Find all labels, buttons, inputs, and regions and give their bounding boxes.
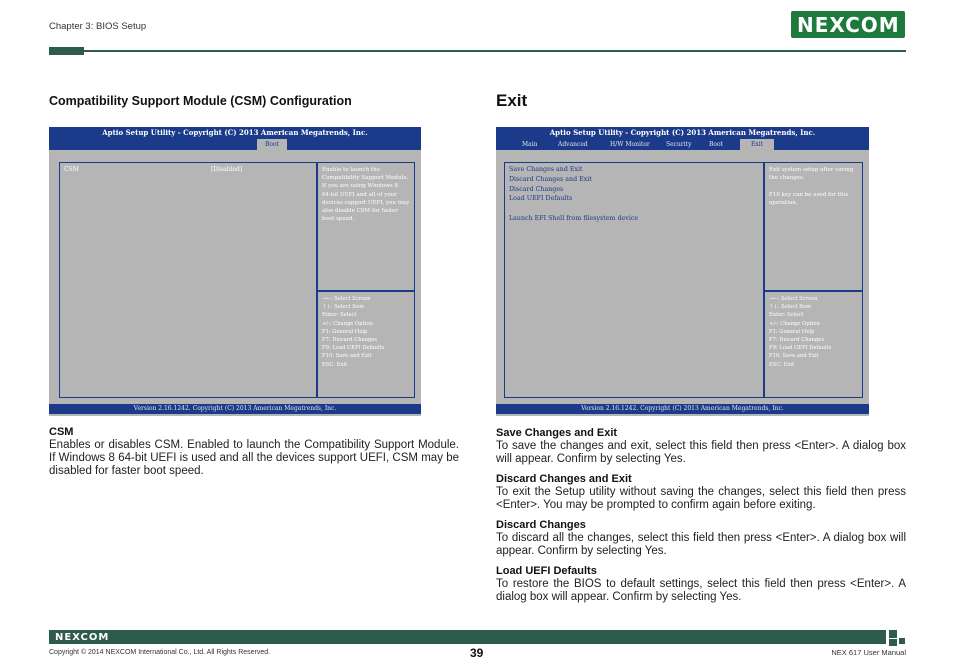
key-hint: →←: Select Screen xyxy=(322,296,371,302)
bios-help-panel xyxy=(764,162,863,291)
help-line: Exit system setup after saving xyxy=(769,167,854,173)
bios-title: Aptio Setup Utility - Copyright (C) 2013 American Megatrends, Inc. xyxy=(49,127,421,139)
header-block xyxy=(49,47,84,55)
tab-main: Main xyxy=(522,141,538,148)
footer-band xyxy=(49,630,886,644)
tab-advanced: Advanced xyxy=(558,141,588,148)
help-line: Compatibility Support Module. xyxy=(322,175,409,182)
key-hint: ↑↓: Select Item xyxy=(322,304,365,311)
help-line: 64-bit UEFI and all of your xyxy=(322,191,397,198)
tab-security: Security xyxy=(666,141,692,148)
csm-section-title: Compatibility Support Module (CSM) Configuration xyxy=(49,94,352,108)
option-heading: Discard Changes xyxy=(496,519,586,531)
help-text xyxy=(769,166,853,207)
help-line xyxy=(769,182,853,190)
csm-option-value: [Disabled] xyxy=(211,166,243,173)
key-hint: F7: Discard Changes xyxy=(322,337,378,344)
key-hint: F7: Discard Changes xyxy=(769,337,825,344)
exit-option-description xyxy=(496,565,906,604)
option-text: To restore the BIOS to default settings, select this field then press <Enter>. A dialog box will appear. Confirm by selecting Yes. xyxy=(496,578,906,603)
help-line: the changes. xyxy=(769,175,805,182)
key-hint: F9: Load UEFI Defaults xyxy=(769,345,832,352)
key-hint: Enter: Select xyxy=(322,312,357,319)
footer-squares-icon xyxy=(889,630,907,646)
key-hint: F1: General Help xyxy=(769,328,815,335)
tab-exit: Exit xyxy=(740,139,774,150)
key-hint: ESC: Exit xyxy=(322,361,348,368)
bios-title: Aptio Setup Utility - Copyright (C) 2013 American Megatrends, Inc. xyxy=(496,127,869,139)
footer-logo: NEXCOM xyxy=(55,632,110,643)
csm-text: Enables or disables CSM. Enabled to launch the Compatibility Support Module. If Windows 8 64-bit UEFI is used and all the devices support UEFI, CSM may be disabled for faster boot speed. xyxy=(49,439,459,477)
exit-menu-item: Discard Changes xyxy=(509,185,564,193)
copyright-text: Copyright © 2014 NEXCOM International Co., Ltd. All Rights Reserved. xyxy=(49,649,271,656)
help-line: If you are using Windows 8 xyxy=(322,183,398,190)
key-hint: +/-: Change Option xyxy=(322,320,373,327)
option-text: To save the changes and exit, select this field then press <Enter>. A dialog box will appear. Confirm by selecting Yes. xyxy=(496,440,906,465)
option-heading: Discard Changes and Exit xyxy=(496,473,632,485)
option-heading: Load UEFI Defaults xyxy=(496,565,597,577)
nexcom-logo xyxy=(791,11,905,38)
exit-descriptions xyxy=(496,427,906,611)
logo-text: NEXCOM xyxy=(797,13,900,37)
key-hint: →←: Select Screen xyxy=(769,296,818,302)
key-list xyxy=(322,295,384,369)
bios-footer: Version 2.16.1242. Copyright (C) 2013 American Megatrends, Inc. xyxy=(49,404,421,414)
exit-menu-item: Launch EFI Shell from filesystem device xyxy=(509,215,639,223)
help-line: Enable to launch the xyxy=(322,167,380,173)
page-number: 39 xyxy=(470,646,484,660)
key-hint: F10: Save and Exit xyxy=(322,353,372,360)
key-hint: F1: General Help xyxy=(322,328,368,335)
tab-boot: Boot xyxy=(709,141,724,148)
bios-help-panel xyxy=(317,162,415,291)
exit-menu-item: Save Changes and Exit xyxy=(509,166,583,173)
key-hint: F9: Load UEFI Defaults xyxy=(322,345,385,352)
bios-main-panel xyxy=(504,162,764,398)
exit-option-description xyxy=(496,473,906,512)
bios-main-panel xyxy=(59,162,317,398)
bios-footer: Version 2.16.1242. Copyright (C) 2013 American Megatrends, Inc. xyxy=(496,404,869,414)
exit-menu-list xyxy=(509,165,638,224)
bios-keys-panel xyxy=(764,291,863,398)
bios-screenshot-csm xyxy=(49,127,421,416)
help-text xyxy=(322,166,409,223)
key-hint: ESC: Exit xyxy=(769,361,795,368)
exit-menu-item: Discard Changes and Exit xyxy=(509,175,592,183)
bios-tab-bar xyxy=(49,139,421,150)
chapter-label: Chapter 3: BIOS Setup xyxy=(49,21,147,32)
csm-description xyxy=(49,426,459,478)
option-text: To exit the Setup utility without saving the changes, select this field then press <Enter>. You may be prompted to confirm again before exiting. xyxy=(496,486,906,511)
help-line: boot speed. xyxy=(322,216,355,223)
bios-keys-panel xyxy=(317,291,415,398)
csm-option-label: CSM xyxy=(64,166,79,173)
help-line: devices support UEFI, you may xyxy=(322,199,410,206)
exit-menu-item: Load UEFI Defaults xyxy=(509,195,573,203)
help-line: operation. xyxy=(769,199,798,206)
key-list xyxy=(769,295,831,369)
exit-option-description xyxy=(496,427,906,466)
key-hint: ↑↓: Select Item xyxy=(769,304,812,311)
key-hint: F10: Save and Exit xyxy=(769,353,819,360)
header-rule xyxy=(84,50,906,52)
tab-boot: Boot xyxy=(257,139,287,150)
option-text: To discard all the changes, select this field then press <Enter>. A dialog box will appear. Confirm by selecting Yes. xyxy=(496,532,906,557)
option-heading: Save Changes and Exit xyxy=(496,427,618,439)
key-hint: Enter: Select xyxy=(769,312,804,319)
manual-name: NEX 617 User Manual xyxy=(831,648,906,657)
bios-tab-bar xyxy=(496,139,869,150)
help-line: F10 key can be used for this xyxy=(769,191,849,198)
tab-hw-monitor: H/W Monitor xyxy=(610,141,650,148)
help-line: also disable CSM for faster xyxy=(322,208,398,215)
exit-section-title: Exit xyxy=(496,91,528,110)
exit-option-description xyxy=(496,519,906,558)
csm-heading: CSM xyxy=(49,426,74,438)
bios-screenshot-exit xyxy=(496,127,869,416)
key-hint: +/-: Change Option xyxy=(769,320,820,327)
